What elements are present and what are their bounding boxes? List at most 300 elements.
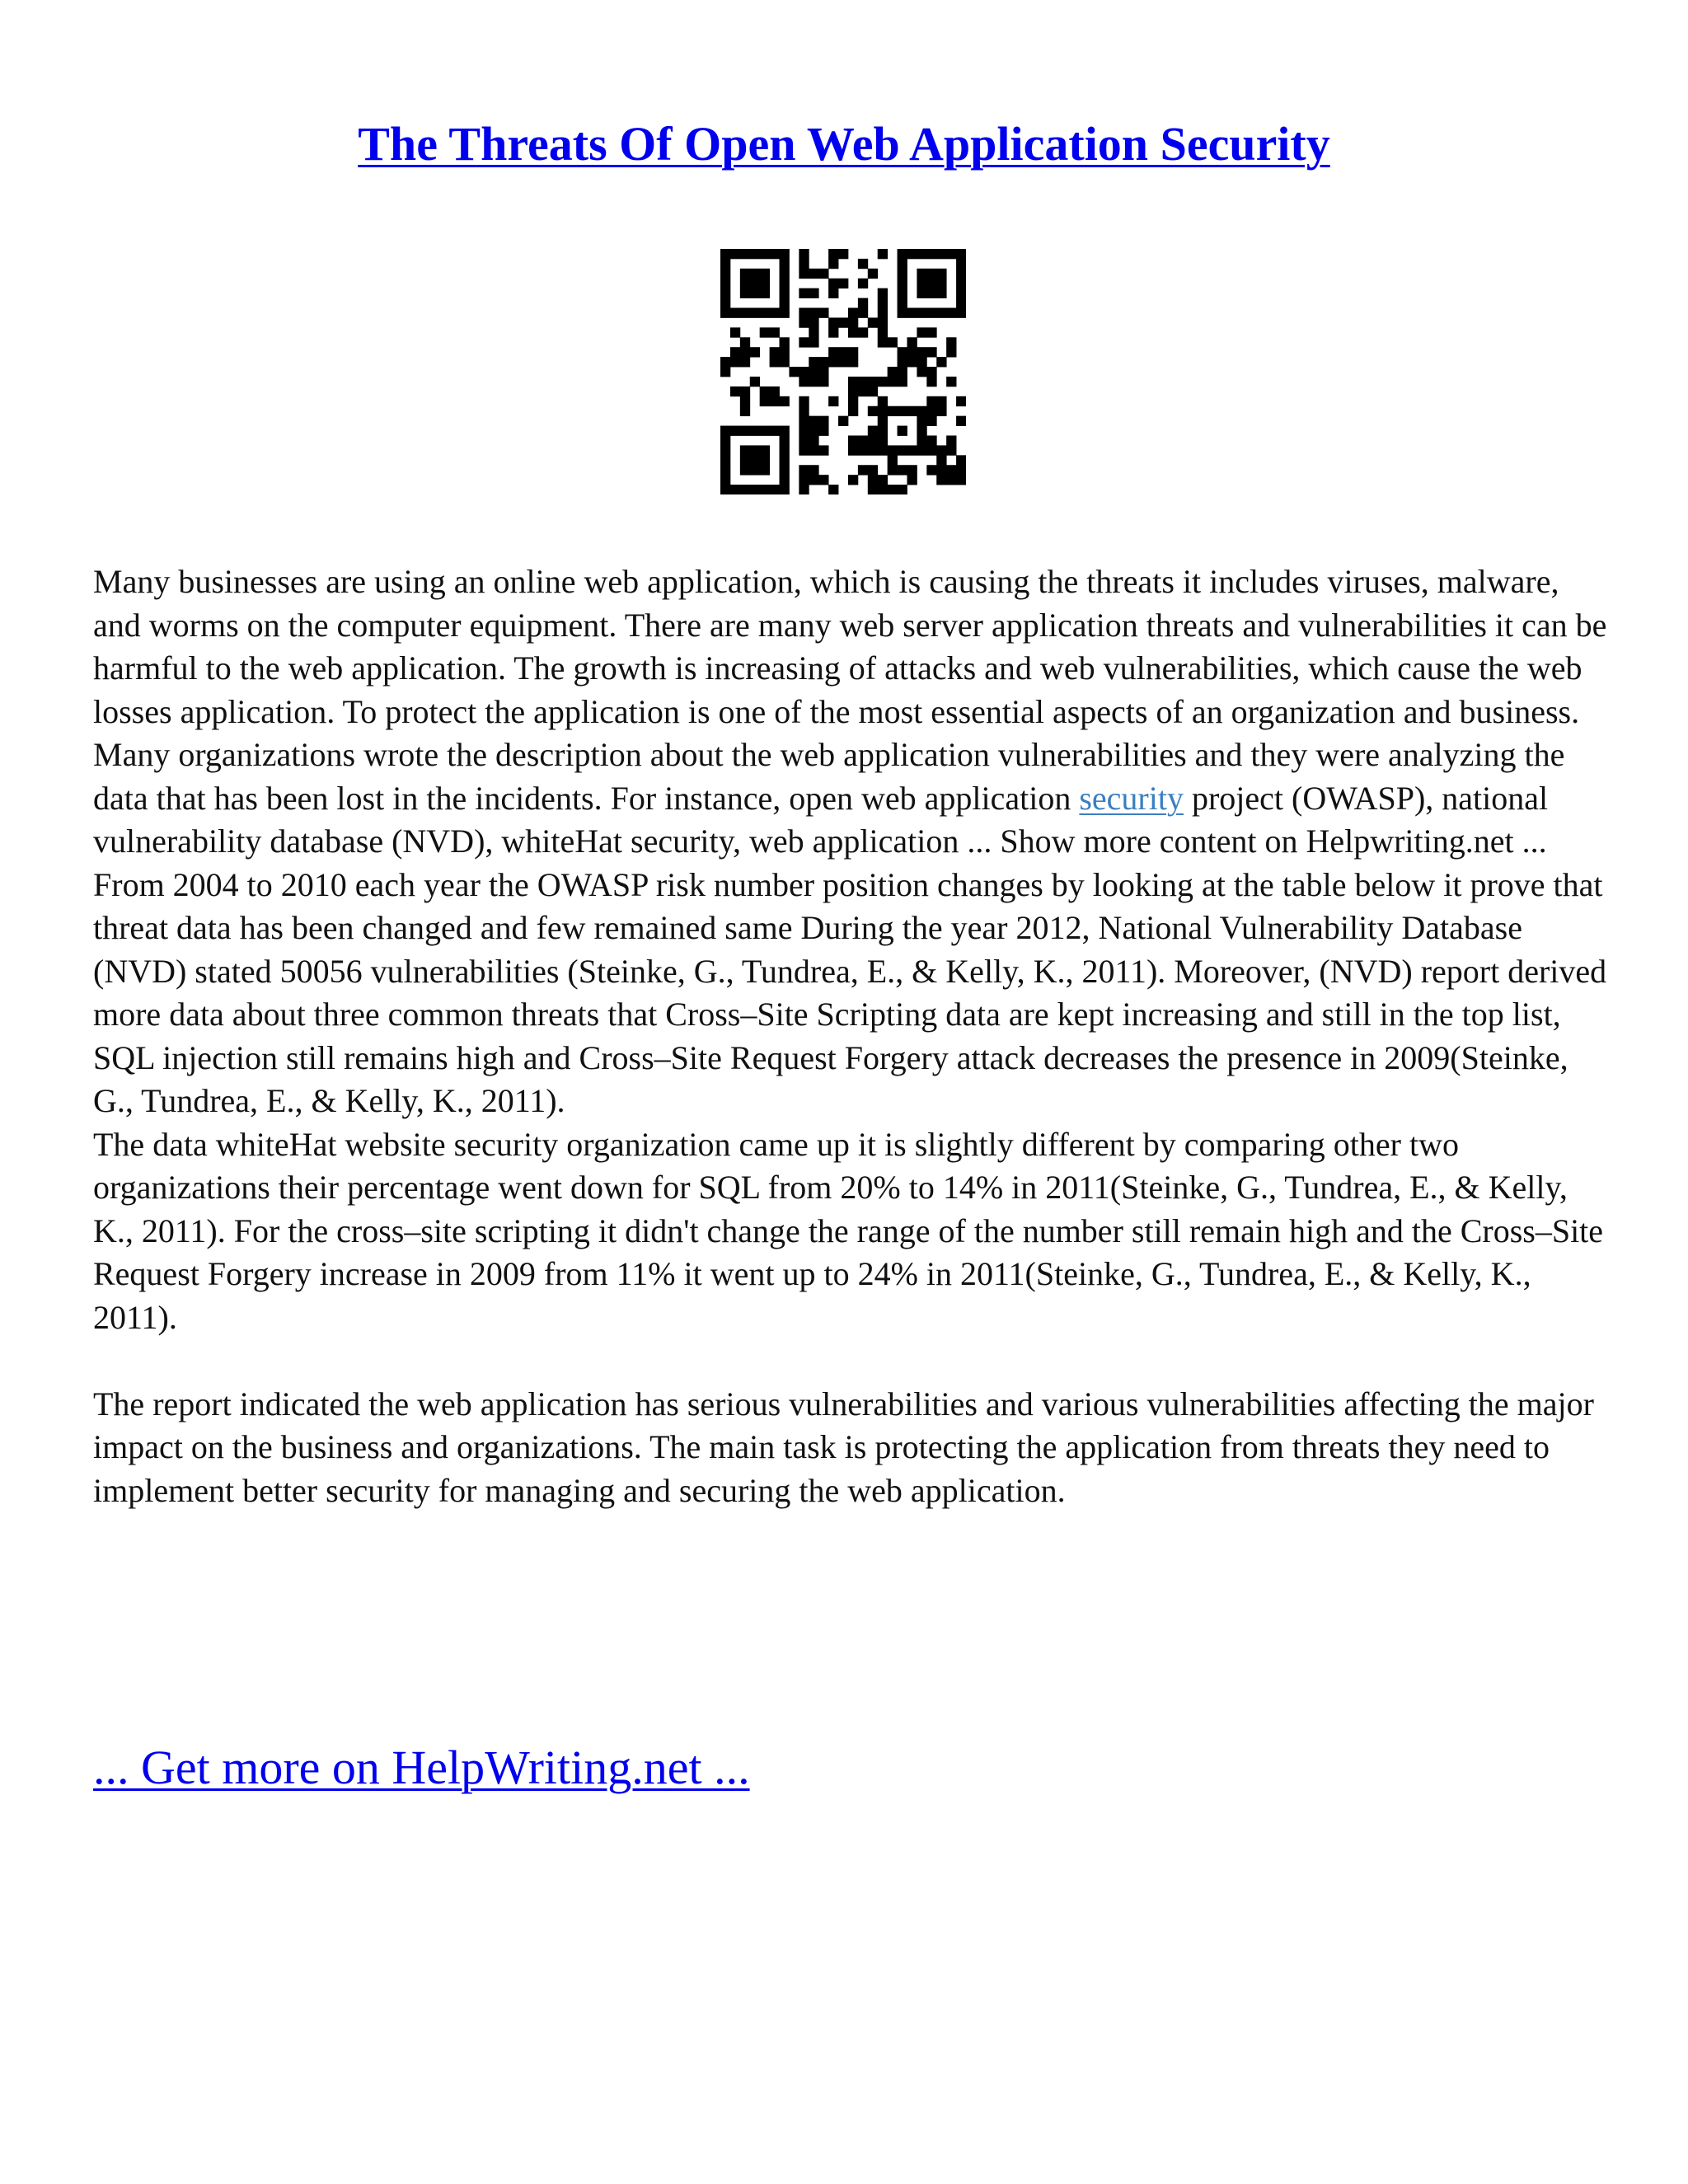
- qr-module: [907, 308, 917, 318]
- qr-module: [838, 279, 848, 288]
- qr-module: [946, 435, 956, 445]
- qr-module: [868, 475, 878, 485]
- qr-module: [898, 485, 907, 494]
- qr-module: [799, 426, 809, 436]
- qr-module: [799, 396, 809, 406]
- qr-module: [858, 279, 868, 288]
- qr-module: [956, 455, 966, 465]
- qr-module: [720, 435, 730, 445]
- qr-module: [888, 367, 898, 377]
- qr-module: [740, 288, 750, 298]
- qr-module: [760, 426, 770, 436]
- qr-module: [936, 406, 946, 416]
- qr-module: [809, 308, 818, 318]
- qr-module: [956, 298, 966, 308]
- qr-module: [878, 406, 888, 416]
- qr-module: [878, 416, 888, 426]
- qr-module: [799, 377, 809, 387]
- qr-module: [828, 288, 838, 298]
- qr-module: [858, 465, 868, 475]
- qr-module: [868, 426, 878, 436]
- qr-module: [907, 347, 917, 357]
- qr-module: [956, 279, 966, 288]
- qr-module: [809, 377, 818, 387]
- qr-module: [926, 288, 936, 298]
- qr-module: [730, 308, 740, 318]
- qr-module: [760, 396, 770, 406]
- qr-module: [936, 475, 946, 485]
- qr-module: [740, 347, 750, 357]
- qr-module: [750, 485, 760, 494]
- qr-module: [878, 396, 888, 406]
- qr-module: [878, 317, 888, 327]
- qr-module: [868, 465, 878, 475]
- qr-module: [750, 347, 760, 357]
- qr-module: [828, 485, 838, 494]
- qr-module: [799, 465, 809, 475]
- qr-module: [848, 327, 858, 337]
- qr-module: [888, 485, 898, 494]
- qr-module: [868, 406, 878, 416]
- qr-module: [888, 337, 898, 347]
- qr-module: [898, 465, 907, 475]
- qr-module: [898, 426, 907, 436]
- qr-module: [917, 367, 926, 377]
- qr-module: [809, 288, 818, 298]
- qr-module: [956, 269, 966, 279]
- qr-module: [878, 288, 888, 298]
- qr-module: [917, 308, 926, 318]
- qr-module: [946, 445, 956, 455]
- qr-module: [740, 387, 750, 396]
- qr-module: [789, 367, 799, 377]
- qr-module: [720, 288, 730, 298]
- qr-module: [926, 435, 936, 445]
- qr-module: [780, 445, 790, 455]
- qr-module: [898, 445, 907, 455]
- qr-module: [818, 269, 828, 279]
- qr-module: [720, 298, 730, 308]
- qr-module: [907, 357, 917, 367]
- qr-module: [956, 249, 966, 259]
- qr-module: [780, 396, 790, 406]
- qr-module: [878, 475, 888, 485]
- qr-module: [799, 367, 809, 377]
- qr-module: [936, 357, 946, 367]
- qr-module: [770, 308, 780, 318]
- qr-module: [936, 465, 946, 475]
- qr-module: [936, 308, 946, 318]
- qr-module: [868, 317, 878, 327]
- qr-module: [780, 269, 790, 279]
- qr-module: [868, 435, 878, 445]
- qr-module: [730, 249, 740, 259]
- security-link[interactable]: security: [1079, 779, 1184, 817]
- qr-module: [740, 485, 750, 494]
- qr-module: [780, 455, 790, 465]
- qr-module: [946, 465, 956, 475]
- qr-module: [770, 327, 780, 337]
- paragraph-1: [93, 560, 1610, 864]
- qr-module: [907, 249, 917, 259]
- qr-module: [888, 465, 898, 475]
- qr-module: [838, 249, 848, 259]
- qr-module: [917, 347, 926, 357]
- qr-module: [848, 308, 858, 318]
- qr-module: [760, 288, 770, 298]
- qr-module: [858, 445, 868, 455]
- qr-module: [799, 259, 809, 269]
- get-more-link[interactable]: ... Get more on HelpWriting.net ...: [93, 1741, 750, 1794]
- qr-module: [946, 337, 956, 347]
- qr-module: [760, 485, 770, 494]
- qr-module: [936, 455, 946, 465]
- qr-module: [750, 465, 760, 475]
- qr-module: [926, 327, 936, 337]
- qr-module: [828, 396, 838, 406]
- qr-module: [730, 485, 740, 494]
- qr-module: [720, 249, 730, 259]
- qr-module: [858, 435, 868, 445]
- qr-module: [926, 249, 936, 259]
- qr-module: [720, 357, 730, 367]
- qr-module: [770, 426, 780, 436]
- qr-module: [809, 416, 818, 426]
- qr-module: [868, 377, 878, 387]
- qr-module: [750, 249, 760, 259]
- qr-module: [838, 317, 848, 327]
- qr-module: [720, 367, 730, 377]
- qr-module: [848, 435, 858, 445]
- qr-module: [926, 465, 936, 475]
- qr-module: [848, 377, 858, 387]
- qr-module: [848, 406, 858, 416]
- qr-module: [750, 308, 760, 318]
- qr-module: [926, 416, 936, 426]
- qr-module: [956, 475, 966, 485]
- qr-module: [917, 288, 926, 298]
- qr-module: [809, 475, 818, 485]
- qr-module: [898, 288, 907, 298]
- qr-module: [770, 249, 780, 259]
- qr-module: [799, 308, 809, 318]
- qr-module: [799, 445, 809, 455]
- qr-module: [760, 465, 770, 475]
- qr-module: [780, 426, 790, 436]
- paragraph-3: The data whiteHat website security organization came up it is slightly different by comparing other two organizations their percentage went down for SQL from 20% to 14% in 2011(Steinke, G., Tundrea, E., & Kelly, K., 2011). For the cross–site scripting it didn't change the range of the number still remain high and the Cross–Site Request Forgery increase in 2009 from 11% it went up to 24% in 2011(Steinke, G., Tundrea, E., & Kelly, K., 2011).: [93, 1125, 1604, 1336]
- qr-module: [878, 445, 888, 455]
- qr-module: [907, 475, 917, 485]
- qr-module: [780, 337, 790, 347]
- qr-module: [809, 317, 818, 327]
- qr-module: [848, 357, 858, 367]
- qr-module: [780, 485, 790, 494]
- qr-module: [936, 396, 946, 406]
- qr-module: [760, 279, 770, 288]
- qr-module: [888, 455, 898, 465]
- qr-module: [818, 445, 828, 455]
- qr-module: [740, 308, 750, 318]
- qr-module: [818, 357, 828, 367]
- qr-module: [898, 279, 907, 288]
- qr-module: [760, 455, 770, 465]
- qr-module: [917, 279, 926, 288]
- qr-module: [956, 465, 966, 475]
- qr-module: [838, 357, 848, 367]
- qr-module: [898, 357, 907, 367]
- qr-module: [720, 279, 730, 288]
- qr-module: [956, 259, 966, 269]
- qr-module: [936, 279, 946, 288]
- qr-module: [878, 485, 888, 494]
- qr-module: [750, 377, 760, 387]
- qr-module: [926, 396, 936, 406]
- qr-module: [917, 406, 926, 416]
- qr-module: [907, 445, 917, 455]
- qr-module: [926, 347, 936, 357]
- qr-module: [809, 426, 818, 436]
- qr-module: [858, 259, 868, 269]
- qr-module: [926, 445, 936, 455]
- qr-module: [809, 269, 818, 279]
- qr-module: [956, 396, 966, 406]
- paragraph-4: The report indicated the web application has serious vulnerabilities and various vulnerabilities affecting the major impact on the business and organizations. The main task is protecting the application from threats they need to implement better security for managing and securing the web application.: [93, 1385, 1594, 1509]
- qr-module: [917, 426, 926, 436]
- qr-module: [740, 337, 750, 347]
- qr-module: [760, 269, 770, 279]
- qr-module: [740, 406, 750, 416]
- qr-module: [858, 298, 868, 308]
- qr-module: [799, 485, 809, 494]
- qr-module: [809, 445, 818, 455]
- qr-module: [868, 269, 878, 279]
- qr-module: [720, 259, 730, 269]
- qr-module: [760, 249, 770, 259]
- qr-module: [898, 259, 907, 269]
- qr-module: [858, 377, 868, 387]
- qr-module: [809, 435, 818, 445]
- qr-module: [740, 426, 750, 436]
- qr-module: [858, 387, 868, 396]
- qr-module: [848, 317, 858, 327]
- qr-module: [888, 377, 898, 387]
- qr-module: [946, 308, 956, 318]
- qr-module: [818, 426, 828, 436]
- qr-module: [770, 485, 780, 494]
- qr-module: [818, 308, 828, 318]
- qr-module: [888, 406, 898, 416]
- qr-module: [780, 347, 790, 357]
- qr-module: [760, 445, 770, 455]
- qr-module: [917, 416, 926, 426]
- qr-module: [720, 269, 730, 279]
- qr-module: [926, 269, 936, 279]
- qr-module: [956, 288, 966, 298]
- qr-module: [888, 445, 898, 455]
- qr-module: [750, 455, 760, 465]
- qr-module: [740, 357, 750, 367]
- qr-module: [838, 347, 848, 357]
- paragraph-1-text-end: project (OWASP), national vulnerability database (NVD), whiteHat security, web application ... Show more content on Helpwriting.net ...: [93, 779, 1549, 860]
- qr-module: [750, 269, 760, 279]
- qr-module: [917, 357, 926, 367]
- qr-module: [878, 426, 888, 436]
- qr-module: [780, 288, 790, 298]
- qr-module: [730, 387, 740, 396]
- qr-module: [848, 387, 858, 396]
- qr-module: [799, 435, 809, 445]
- qr-module: [936, 288, 946, 298]
- qr-module: [917, 249, 926, 259]
- qr-module: [926, 308, 936, 318]
- qr-module: [868, 387, 878, 396]
- qr-module: [917, 269, 926, 279]
- qr-module: [780, 298, 790, 308]
- qr-module: [898, 298, 907, 308]
- qr-module: [730, 357, 740, 367]
- qr-module: [799, 475, 809, 485]
- qr-module: [740, 455, 750, 465]
- qr-module: [720, 426, 730, 436]
- qr-module: [720, 475, 730, 485]
- qr-module: [780, 475, 790, 485]
- qr-module: [848, 396, 858, 406]
- qr-module: [926, 279, 936, 288]
- title-link[interactable]: The Threats Of Open Web Application Security: [358, 117, 1330, 171]
- qr-module: [780, 357, 790, 367]
- qr-module: [730, 347, 740, 357]
- qr-module: [936, 269, 946, 279]
- qr-module: [720, 465, 730, 475]
- qr-module: [720, 308, 730, 318]
- qr-module: [917, 445, 926, 455]
- qr-module: [780, 435, 790, 445]
- qr-module: [917, 435, 926, 445]
- qr-module: [878, 308, 888, 318]
- qr-module: [956, 416, 966, 426]
- qr-module: [936, 445, 946, 455]
- qr-module: [946, 475, 956, 485]
- qr-module: [898, 308, 907, 318]
- qr-module: [740, 445, 750, 455]
- qr-module: [720, 485, 730, 494]
- qr-module: [780, 308, 790, 318]
- qr-module: [760, 327, 770, 337]
- qr-module: [898, 377, 907, 387]
- paragraph-2: From 2004 to 2010 each year the OWASP risk number position changes by looking at the table below it prove that threat data has been changed and few remained same During the year 2012, National Vulnerability Database (NVD) stated 50056 vulnerabilities (Steinke, G., Tundrea, E., & Kelly, K., 2011). Moreover, (NVD) report derived more data about three common threats that Cross–Site Scripting data are kept increasing and still in the top list, SQL injection still remains high and Cross–Site Request Forgery attack decreases the presence in 2009(Steinke, G., Tundrea, E., & Kelly, K., 2011).: [93, 865, 1607, 1119]
- qr-module: [926, 367, 936, 377]
- paragraph-1-text: Many businesses are using an online web application, which is causing the threats it includes viruses, malware, and worms on the computer equipment. There are many web server application threats and vulnerabilities it can be harmful to the web application. The growth is increasing of attacks and web vulnerabilities, which cause the web losses application. To protect the application is one of the most essential aspects of an organization and business. Many organizations wrote the description about the web application vulnerabilities and they were analyzing the data that has been lost in the incidents. For instance, open web application: [93, 563, 1607, 817]
- qr-module: [750, 445, 760, 455]
- qr-module: [936, 249, 946, 259]
- qr-module: [770, 387, 780, 396]
- qr-module: [828, 347, 838, 357]
- qr-module: [926, 377, 936, 387]
- qr-module: [828, 327, 838, 337]
- qr-module: [946, 347, 956, 357]
- qr-module: [907, 337, 917, 347]
- article-body: [93, 560, 1610, 1512]
- qr-module: [809, 465, 818, 475]
- qr-module: [740, 279, 750, 288]
- qr-module: [750, 426, 760, 436]
- qr-module: [828, 317, 838, 327]
- qr-module: [750, 279, 760, 288]
- qr-module: [878, 337, 888, 347]
- qr-module: [780, 465, 790, 475]
- qr-module: [799, 416, 809, 426]
- qr-module: [799, 269, 809, 279]
- qr-module: [898, 367, 907, 377]
- qr-module: [946, 249, 956, 259]
- qr-module: [809, 357, 818, 367]
- qr-module: [878, 435, 888, 445]
- qr-module: [828, 259, 838, 269]
- qr-module: [818, 367, 828, 377]
- qr-module: [799, 288, 809, 298]
- qr-module: [898, 249, 907, 259]
- qr-module: [907, 465, 917, 475]
- page-title: [0, 115, 1688, 173]
- qr-code-icon: [720, 249, 966, 494]
- qr-module: [740, 269, 750, 279]
- qr-module: [799, 249, 809, 259]
- qr-module: [809, 337, 818, 347]
- qr-module: [878, 377, 888, 387]
- qr-module: [799, 317, 809, 327]
- qr-module: [750, 288, 760, 298]
- qr-module: [898, 347, 907, 357]
- qr-module: [868, 485, 878, 494]
- qr-module: [848, 445, 858, 455]
- qr-module: [818, 416, 828, 426]
- qr-module: [720, 455, 730, 465]
- qr-module: [740, 396, 750, 406]
- qr-module: [898, 406, 907, 416]
- qr-module: [770, 396, 780, 406]
- qr-module: [878, 298, 888, 308]
- qr-module: [799, 406, 809, 416]
- qr-module: [760, 387, 770, 396]
- qr-module: [799, 337, 809, 347]
- qr-module: [926, 406, 936, 416]
- qr-module: [730, 327, 740, 337]
- qr-module: [858, 308, 868, 318]
- qr-module: [848, 475, 858, 485]
- qr-module: [770, 347, 780, 357]
- more-link-container: [93, 1739, 750, 1797]
- qr-module: [828, 279, 838, 288]
- qr-module: [818, 377, 828, 387]
- qr-module: [809, 327, 818, 337]
- qr-module: [760, 308, 770, 318]
- qr-module: [740, 249, 750, 259]
- qr-module: [740, 465, 750, 475]
- qr-module: [878, 249, 888, 259]
- qr-module: [907, 406, 917, 416]
- qr-module: [780, 249, 790, 259]
- qr-module: [720, 445, 730, 455]
- qr-module: [730, 426, 740, 436]
- qr-module: [838, 416, 848, 426]
- qr-module: [828, 249, 838, 259]
- qr-module: [780, 259, 790, 269]
- qr-module: [809, 367, 818, 377]
- qr-module: [780, 279, 790, 288]
- qr-module: [878, 327, 888, 337]
- qr-module: [946, 377, 956, 387]
- qr-module: [858, 327, 868, 337]
